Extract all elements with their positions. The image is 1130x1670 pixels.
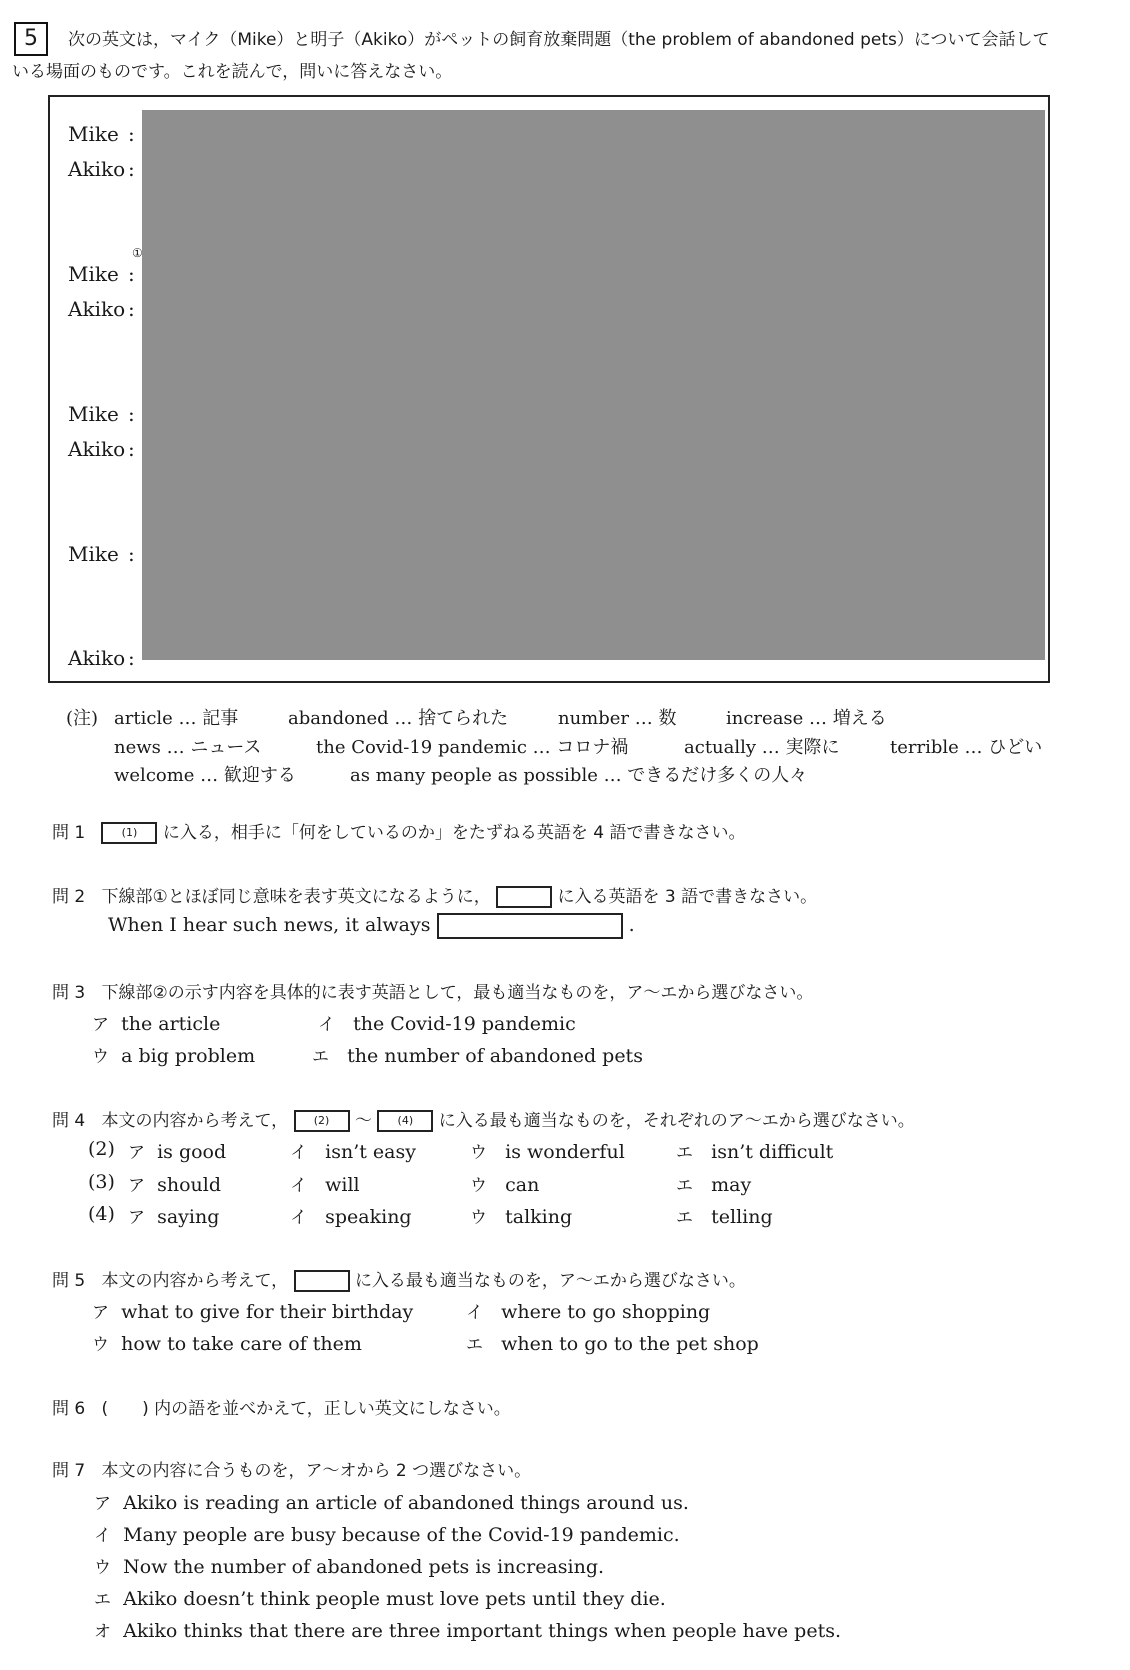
question-number: 5 <box>24 26 38 51</box>
speaker-colon: : <box>128 297 135 321</box>
option-text: when to go to the pet shop <box>501 1333 759 1355</box>
q6-label: 問 6 <box>52 1399 86 1419</box>
speaker-label: Mike <box>68 542 119 566</box>
blank-1: (1) <box>101 822 157 844</box>
option-text: can <box>505 1174 540 1196</box>
option-item[interactable] <box>676 1171 751 1196</box>
option-mark: エ <box>94 1590 111 1610</box>
q4-row-num: (3) <box>88 1171 115 1193</box>
option-text: Now the number of abandoned pets is increasing. <box>123 1556 605 1578</box>
option-item[interactable] <box>466 1330 759 1355</box>
option-mark: ア <box>128 1143 145 1163</box>
option-item[interactable] <box>94 1617 841 1642</box>
q4-label: 問 4 <box>52 1111 86 1131</box>
option-text: Akiko is reading an article of abandoned things around us. <box>123 1492 689 1514</box>
option-text: Many people are busy because of the Covid-19 pandemic. <box>123 1524 680 1546</box>
option-text: saying <box>157 1206 220 1228</box>
tilde: ～ <box>354 1111 372 1131</box>
question-3 <box>52 978 813 1003</box>
blank-4: (4) <box>377 1110 433 1132</box>
q3-label: 問 3 <box>52 983 86 1003</box>
note-item: news … ニュース <box>114 737 262 758</box>
underline-marker-1: ① <box>132 246 143 260</box>
q2-text-before: 下線部①とほぼ同じ意味を表す英文になるように， <box>101 887 491 907</box>
option-mark: エ <box>676 1208 693 1228</box>
note-item: terrible … ひどい <box>890 737 1043 758</box>
speaker-label: Mike <box>68 122 119 146</box>
option-item[interactable] <box>128 1171 221 1196</box>
note-item: actually … 実際に <box>684 737 840 758</box>
option-item[interactable] <box>92 1330 362 1355</box>
option-item[interactable] <box>676 1138 833 1163</box>
q7-text: 本文の内容に合うものを，ア～オから 2 つ選びなさい。 <box>101 1461 532 1481</box>
question-5 <box>52 1266 746 1292</box>
speaker-label: Akiko <box>68 297 126 321</box>
intro-line-1: 次の英文は，マイク（Mike）と明子（Akiko）がペットの飼育放棄問題（the problem of abandoned pets）について会話して <box>68 30 1050 50</box>
option-text: is wonderful <box>505 1141 625 1163</box>
option-text: a big problem <box>121 1045 256 1067</box>
q5-text-after: に入る最も適当なものを，ア～エから選びなさい。 <box>354 1271 746 1291</box>
speaker-label: Mike <box>68 262 119 286</box>
option-item[interactable] <box>92 1042 255 1067</box>
blank-2: (2) <box>294 1110 350 1132</box>
option-item[interactable] <box>94 1521 680 1546</box>
notes-label: (注) <box>66 708 99 729</box>
q5-label: 問 5 <box>52 1271 86 1291</box>
speaker-colon: : <box>128 542 135 566</box>
option-mark: イ <box>290 1176 307 1196</box>
q5-text-before: 本文の内容から考えて， <box>101 1271 289 1291</box>
option-item[interactable] <box>128 1138 226 1163</box>
option-mark: イ <box>466 1303 483 1323</box>
option-text: the article <box>121 1013 221 1035</box>
note-item: increase … 増える <box>726 708 887 729</box>
note-item: number … 数 <box>558 708 677 729</box>
q2-sentence <box>108 913 635 939</box>
option-mark: ア <box>92 1015 109 1035</box>
question-7 <box>52 1456 531 1481</box>
option-text: speaking <box>325 1206 412 1228</box>
option-mark: ア <box>128 1176 145 1196</box>
q3-text: 下線部②の示す内容を具体的に表す英語として，最も適当なものを，ア～エから選びなさい。 <box>101 983 814 1003</box>
speaker-label: Akiko <box>68 646 126 670</box>
speaker-colon: : <box>128 122 135 146</box>
option-item[interactable] <box>470 1203 572 1228</box>
option-item[interactable] <box>466 1298 710 1323</box>
q2-text-after: に入る英語を 3 語で書きなさい。 <box>557 887 818 907</box>
q4-text-after: に入る最も適当なものを，それぞれのア～エから選びなさい。 <box>438 1111 915 1131</box>
option-text: Akiko thinks that there are three important things when people have pets. <box>123 1620 842 1642</box>
option-mark: ウ <box>94 1558 111 1578</box>
option-mark: エ <box>676 1176 693 1196</box>
option-mark: エ <box>312 1047 329 1067</box>
option-text: telling <box>711 1206 773 1228</box>
speaker-label: Akiko <box>68 157 126 181</box>
note-item: welcome … 歓迎する <box>114 765 296 786</box>
intro-text <box>12 24 1118 88</box>
option-text: what to give for their birthday <box>121 1301 414 1323</box>
option-mark: エ <box>676 1143 693 1163</box>
speaker-colon: : <box>128 157 135 181</box>
speaker-label: Mike <box>68 402 119 426</box>
option-mark: イ <box>290 1208 307 1228</box>
option-text: how to take care of them <box>121 1333 362 1355</box>
option-mark: ウ <box>92 1335 109 1355</box>
option-mark: イ <box>290 1143 307 1163</box>
q2-period: . <box>628 914 635 936</box>
q1-label: 問 1 <box>52 823 86 843</box>
blank-answer-box <box>294 1270 350 1292</box>
speaker-label: Akiko <box>68 437 126 461</box>
question-4 <box>52 1106 915 1132</box>
option-text: is good <box>157 1141 227 1163</box>
option-text: where to go shopping <box>501 1301 711 1323</box>
option-item[interactable] <box>470 1138 625 1163</box>
answer-blank-box[interactable] <box>437 913 623 939</box>
option-item[interactable] <box>94 1489 689 1514</box>
option-text: Akiko doesn’t think people must love pets until they die. <box>123 1588 666 1610</box>
option-item[interactable] <box>94 1585 666 1610</box>
option-mark: イ <box>318 1015 335 1035</box>
option-item[interactable] <box>290 1203 412 1228</box>
option-mark: ウ <box>92 1047 109 1067</box>
option-text: will <box>325 1174 360 1196</box>
option-mark: イ <box>94 1526 111 1546</box>
option-text: should <box>157 1174 221 1196</box>
note-item: article … 記事 <box>114 708 239 729</box>
option-mark: ア <box>94 1494 111 1514</box>
option-text: may <box>711 1174 752 1196</box>
note-item: the Covid-19 pandemic … コロナ禍 <box>316 737 629 758</box>
option-text: the number of abandoned pets <box>347 1045 643 1067</box>
option-item[interactable] <box>318 1010 576 1035</box>
option-text: isn’t difficult <box>711 1141 834 1163</box>
option-item[interactable] <box>676 1203 773 1228</box>
q2-sentence-text: When I hear such news, it always <box>108 914 431 936</box>
question-number-box <box>14 22 48 56</box>
option-mark: エ <box>466 1335 483 1355</box>
question-1 <box>52 818 745 844</box>
option-text: the Covid-19 pandemic <box>353 1013 576 1035</box>
option-item[interactable] <box>470 1171 539 1196</box>
option-item[interactable] <box>94 1553 604 1578</box>
option-mark: ア <box>128 1208 145 1228</box>
option-mark: ウ <box>470 1208 487 1228</box>
option-item[interactable] <box>312 1042 643 1067</box>
option-item[interactable] <box>92 1298 413 1323</box>
option-item[interactable] <box>128 1203 219 1228</box>
q4-row-num: (4) <box>88 1203 115 1225</box>
question-2 <box>52 882 817 908</box>
speaker-colon: : <box>128 437 135 461</box>
option-mark: ウ <box>470 1143 487 1163</box>
speaker-colon: : <box>128 646 135 670</box>
option-item[interactable] <box>92 1010 220 1035</box>
speaker-colon: : <box>128 262 135 286</box>
option-item[interactable] <box>290 1138 416 1163</box>
option-item[interactable] <box>290 1171 360 1196</box>
q1-text: に入る，相手に「何をしているのか」をたずねる英語を 4 語で書きなさい。 <box>162 823 746 843</box>
question-6 <box>52 1394 511 1419</box>
note-item: abandoned … 捨てられた <box>288 708 509 729</box>
intro-line-2: いる場面のものです。これを読んで，問いに答えなさい。 <box>12 62 453 82</box>
blank-answer-box <box>496 886 552 908</box>
q4-row-num: (2) <box>88 1138 115 1160</box>
option-mark: ウ <box>470 1176 487 1196</box>
option-text: talking <box>505 1206 573 1228</box>
redacted-dialog-area <box>142 110 1045 660</box>
speaker-colon: : <box>128 402 135 426</box>
option-text: isn’t easy <box>325 1141 416 1163</box>
option-mark: ア <box>92 1303 109 1323</box>
note-item: as many people as possible … できるだけ多くの人々 <box>350 765 808 786</box>
q2-label: 問 2 <box>52 887 86 907</box>
option-mark: オ <box>94 1622 111 1642</box>
q7-label: 問 7 <box>52 1461 86 1481</box>
q6-text: ( ) 内の語を並べかえて，正しい英文にしなさい。 <box>101 1399 511 1419</box>
q4-text-before: 本文の内容から考えて， <box>101 1111 289 1131</box>
